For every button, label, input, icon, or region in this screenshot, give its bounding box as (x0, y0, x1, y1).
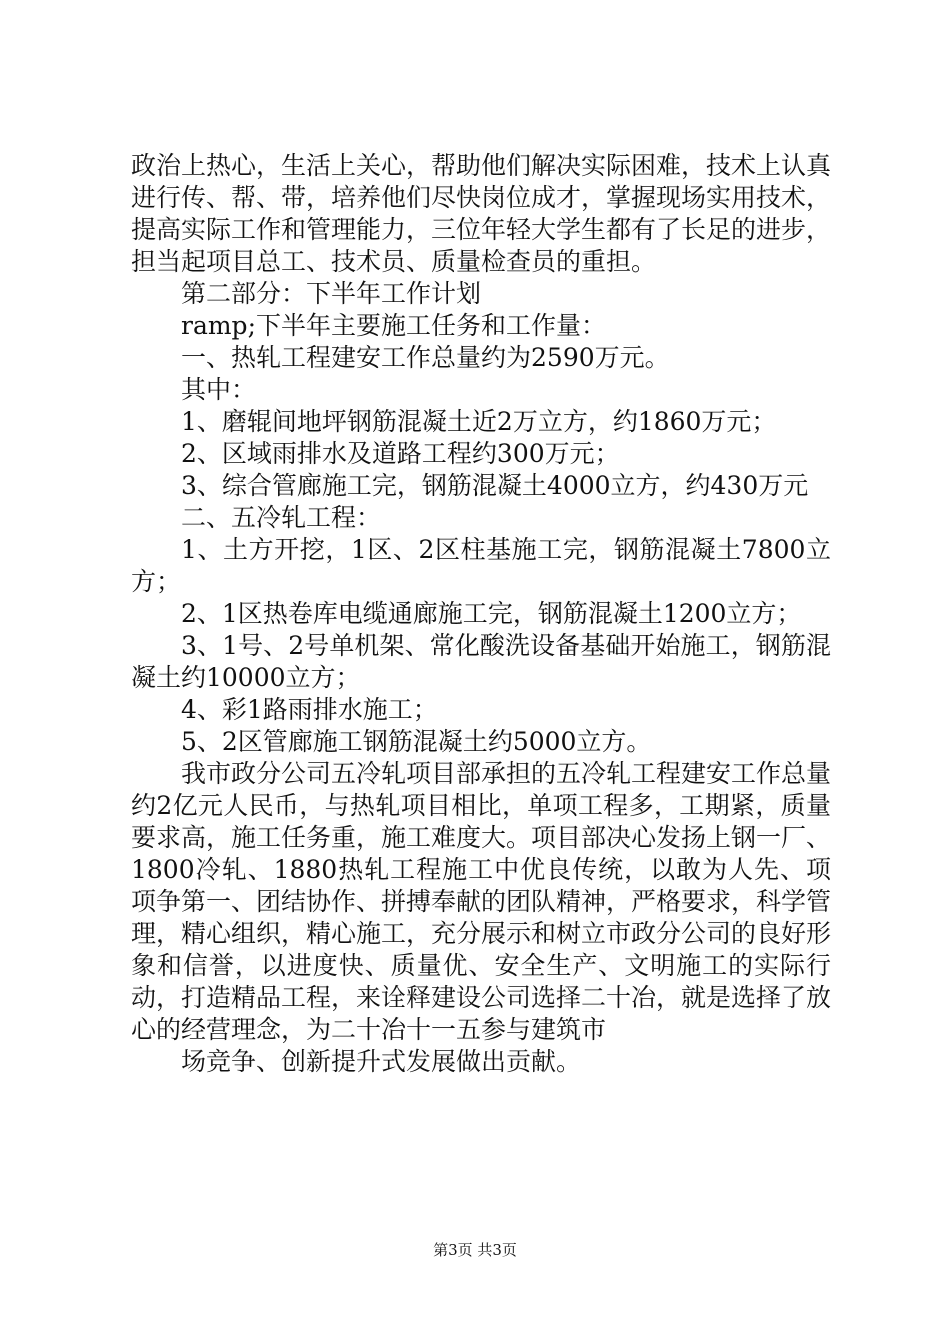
item-among-them: 其中： (181, 375, 257, 404)
list-item: 2、1区热卷库电缆通廊施工完，钢筋混凝土1200立方； (181, 599, 802, 628)
list-item: 1、磨辊间地坪钢筋混凝土近2万立方，约1860万元； (181, 407, 777, 436)
list-item: 5、2区管廊施工钢筋混凝土约5000立方。 (181, 727, 652, 756)
list-item: 2、区域雨排水及道路工程约300万元； (181, 439, 620, 468)
item-cold-rolling: 二、五冷轧工程： (181, 503, 382, 532)
list-item: 1、土方开挖，1区、2区柱基施工完，钢筋混凝土7800立方； (131, 535, 831, 596)
list-item: 3、1号、2号单机架、常化酸洗设备基础开始施工，钢筋混凝土约10000立方； (131, 631, 831, 692)
subheading-tasks: ramp;下半年主要施工任务和工作量： (181, 311, 606, 340)
list-item: 3、综合管廊施工完，钢筋混凝土4000立方，约430万元 (181, 471, 809, 500)
document-body (131, 150, 831, 1078)
list-item: 4、彩1路雨排水施工； (181, 695, 438, 724)
paragraph-continuation: 政治上热心，生活上关心，帮助他们解决实际困难，技术上认真进行传、帮、带，培养他们尽快岗位成才，掌握现场实用技术，提高实际工作和管理能力，三位年轻大学生都有了长足的进步，担当起项目总工、技术员、质量检查员的重担。 (131, 151, 832, 276)
paragraph-commitment: 我市政分公司五冷轧项目部承担的五冷轧工程建安工作总量约2亿元人民币，与热轧项目相比，单项工程多，工期紧，质量要求高，施工任务重，施工难度大。项目部决心发扬上钢一厂、1800冷轧、1880热轧工程施工中优良传统，以敢为人先、项项争第一、团结协作、拼搏奉献的团队精神，严格要求，科学管理，精心组织，精心施工，充分展示和树立市政分公司的良好形象和信誉，以进度快、质量优、安全生产、文明施工的实际行动，打造精品工程，来诠释建设公司选择二十冶，就是选择了放心的经营理念，为二十冶十一五参与建筑市 (131, 759, 832, 1044)
section-heading-part-two: 第二部分：下半年工作计划 (181, 279, 482, 308)
page-footer: 第3页 共3页 (433, 1241, 517, 1259)
item-hot-rolling: 一、热轧工程建安工作总量约为2590万元。 (181, 343, 670, 372)
paragraph-closing: 场竞争、创新提升式发展做出贡献。 (181, 1047, 582, 1076)
